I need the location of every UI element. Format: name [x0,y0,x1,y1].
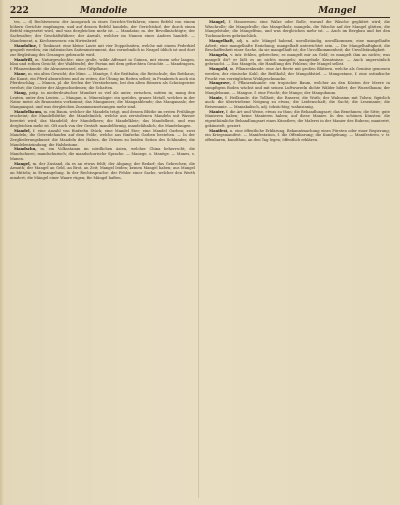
dictionary-entry [205,81,390,95]
dictionary-entry [10,72,195,91]
entry-headword: Manifest, [209,128,229,133]
entry-text: m. ein Baum, welcher die Mandeln trägt, und dessen Blüthe im ersten Frühlinge erscheint; die Mandelblüthe; die Mandelmilch, welche aus zerstoßenen Mandeln mit Wasser bereitet wird; das Mandelöl; der Mandelkern; die Mandelkleie; das Mandelbrot, und was dergleichen mehr ist. Oft auch von der Gestalt: mandelförmig, mandelähnlich; die Mandelaugen. [10,109,195,128]
dictionary-entry [205,67,390,81]
page-number: 222 [10,6,29,16]
entry-headword: Mandrill, [14,57,34,62]
entry-text: f. Hauswesen: eine Walze oder Rolle, worauf die Wäsche geglättet wird; die Wäschrolle; die Mangelrolle; das Mangelholz; mangeln, die Wäsche auf der Mangel glätten; die Mangelstube; die Mangelfrau, und was dergleichen mehr ist. — Auch im Bergbau und bei den Tuchmachern gebräuchlich. [205,20,390,39]
entry-text: n. eine öffentliche Erklärung, Bekanntmachung eines Fürsten oder einer Regierung; ein Kriegsmanifest. — Manifestation, f. die Offenbarung; die Kundgebung. — Manifestiren, v. tr. offenbaren, kundthun, an den Tag legen; öffentlich erklären. [205,128,390,142]
entry-text: f. Pflanzenkunde: ein tropischer Baum, welcher an den Küsten der Meere in sumpfigem Boden wächst und mit seinen Luftwurzeln dichte Wälder bildet; der Wurzelbaum; der Manglebaum. — Mangue, f. eine Frucht; die Mango; der Mangobaum. [205,81,390,95]
entry-text: v. intr. fehlen, gebrechen; es mangelt mir an Geld; es mangelt ihm an nichts; was mangelt dir? er läßt es an nichts mangeln; mangelnde Kenntnisse. — Auch unpersönlich gebraucht. — Das Mangeln, die Handlung des Fehlens; der Mangel selbst. [205,53,390,67]
entry-text: präp. in niederdeutscher Mundart so viel als unter, zwischen, mitten in; mang den Leuten, unter den Leuten. — Mangan, n. Mineralogie: ein sprödes, graues Metall, welches in der Natur meist als Braunstein vorkommt; das Manganerz; die Manganblende; das Mangansalz; der Manganspat, und was dergleichen Zusammensetzungen mehr sind. [10,90,195,109]
entry-text: m. Pflanzenkunde: eine Art Beete mit großen Blättern, welche als Gemüse genossen werden; der römische Kohl; die Beißkohl; der Mangoldstiel. — Mangostane, f. eine ostindische Frucht von vorzüglichem Wohlgeschmacke. [205,67,390,81]
entry-text: m. der Zustand, da es an etwas fehlt; der Abgang; der Bedarf; das Gebrechen; die Armuth; der Mangel an Geld, an Brot, an Zeit; Mangel leiden; keinen Mangel haben; aus Mangel an Mitteln; in Ermangelung. In der Rechtssprache: der Fehler einer Sache, welcher den Werth mindert; die Mängel einer Waare rügen; für Mängel haften. [10,161,195,180]
dictionary-entry [205,20,390,39]
entry-text: f. eine Anzahl von fünfzehn Stück; eine Mandel Eier; eine Mandel Garben; zwei Mandeln; die Getreidehaufen auf dem Felde, welche aus fünfzehn Garben bestehen. — In der Zergliederungskunst: die Mandeln des Halses, die Drüsen zu beiden Seiten des Schlundes; die Mandelentzündung; die Halsbräune. [10,128,195,147]
entry-text: f. Tonkunst: eine kleine Laute mit vier Doppelsaiten, welche mit einem Federkiel gespielt werden; ein italienisches Saiteninstrument, das vornehmlich in Neapel üblich ist und dort zur Begleitung des Gesanges gebraucht wird. [10,43,195,58]
dictionary-entry [10,58,195,72]
dictionary-entry [10,162,195,181]
entry-headword: Mang, [14,90,28,95]
header-rule [10,17,390,18]
dictionary-entry [205,96,390,110]
dictionary-entry [205,110,390,129]
dictionary-entry [10,20,195,44]
dictionary-entry [10,110,195,129]
entry-text: f. die Art und Weise, etwas zu thun; die Behandlungsart; das Benehmen; die Sitte; gute Manieren haben; keine Manieren haben; auf diese Manier. In den schönen Künsten: die eigenthümliche Behandlungsart eines Künstlers; die Malerei in der Manier des Rubens; manierirt, gekünstelt, geziert. [205,109,390,128]
left-running-headword: Mandolie [80,6,128,16]
dictionary-entry [205,39,390,53]
dictionary-entry [10,44,195,58]
entry-headword: Mangeln, [209,53,229,58]
entry-text: f. Heilkunde: die Tollheit; die Raserei; die Wuth; der Wahnsinn mit Toben; figürlich auch: die übertriebene Neigung zu etwas; die Leidenschaft; die Sucht; die Lesemanie; die Reisemanie. — Maniakalisch, adj. tobsüchtig; wahnsinnig. [205,95,390,109]
entry-headword: Mangelhaft, [209,38,235,43]
dictionary-entry [205,129,390,143]
entry-headword: Mangrove, [209,81,231,86]
entry-headword: Mangel, [14,161,31,166]
entry-text: tes, — d) Rechtswesen: der Ausspruch in eines Gerichts-Verfahren; einen Befehl von einem höhern Gerichte empfangen, und auf dessen Befehl handeln, der Gerichtshof, der durch einen Befehl eingesetzt wird, und was dergleichen mehr ist. — Mandatar, m. der Bevollmächtigte; der Sachwalter; der Geschäftsführer; der Anwalt, welcher im Namen eines Andern handelt. — Mandement, n. Kirchenwesen: ein Hirtenbrief. [10,20,195,43]
entry-headword: Mane, [14,71,27,76]
right-text-column [205,20,390,500]
entry-headword: Manier, [209,109,225,114]
dictionary-entry [10,91,195,110]
entry-text: m. ein altes Gewicht; die Mine. — Manège, f. die Reitbahn; die Reitschule; das Reithaus; die Kunst, ein Pferd abzurichten und zu reiten; die Übung im Reiten selbst; in Frankreich auch ein Pferdeschlag. — Manen, pl. die Seelen der Verstorbenen, bei den alten Römern als Schutzgeister verehrt; die Geister der Abgeschiedenen; die Schatten. [10,71,195,91]
entry-text: adj. u. adv. Mängel habend, unvollständig, unvollkommen; eine mangelhafte Arbeit; eine mangelhafte Erziehung; mangelhaft unterrichtet sein. — Die Mangelhaftigkeit, die Beschaffenheit einer Sache, da sie mangelhaft ist; die Unvollkommenheit; die Unvollständigkeit. [205,38,390,53]
right-running-headword: Mangel [318,6,356,16]
entry-headword: Manie, [209,95,224,100]
dictionary-entry [10,129,195,148]
entry-text: m. ein Volksstamm im nördlichen Asien, welcher China beherrscht; die Mandschurei; mandschurisch; die mandschurische Sprache. — Manege, s. Manège. — Manes, s. Manen. [10,147,195,161]
entry-headword: Mangold, [209,67,229,72]
left-text-column [10,20,195,500]
entry-headword: Mandschu, [14,147,37,152]
dictionary-entry [10,147,195,161]
column-gutter [198,20,199,498]
entry-headword: Mandel, [14,128,31,133]
entry-headword: Mandelbaum, [14,109,43,114]
entry-headword: Mangel, [209,20,226,24]
dictionary-entry [205,53,390,67]
entry-headword: Mandoline, [14,43,38,48]
entry-text: m. Naturgeschichte: eine große, wilde Affenart in Guinea, mit einem sehr langen, blau und rothen Gesicht; der Waldteufel; der Pavian mit dem gefurchten Gesichte. — Mandragora, f. Pflanzenkunde: die Alraunwurzel, eine Giftpflanze. [10,57,195,72]
